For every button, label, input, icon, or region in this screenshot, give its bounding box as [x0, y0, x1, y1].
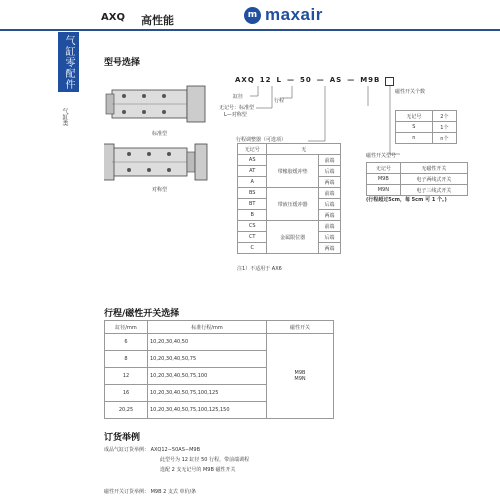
stroke-header-row: [105, 321, 334, 334]
stroke-header-bore: 缸径/mm: [105, 321, 148, 334]
stroke-switch-m9n: M9N: [294, 376, 306, 382]
code-bore: 12: [259, 76, 272, 84]
label-type-blank: 无记号：标准型: [219, 105, 255, 111]
order-line: 成品气缸订货举例： AXQ12−50AS−M9B: [104, 447, 200, 453]
adjuster-code: CT: [238, 232, 267, 243]
count-code: S: [396, 122, 433, 133]
switch-code: 无记号: [367, 163, 401, 174]
switch-note: (行程超过5cm，每 5cm 可 1 个。): [366, 197, 447, 203]
label-bore: 缸径: [233, 94, 244, 100]
table-row: [367, 185, 468, 196]
switch-code: M9N: [367, 185, 401, 196]
adjuster-code: AS: [238, 155, 267, 166]
adjuster-note: 注1）不适用于 AX6: [237, 266, 282, 272]
adjuster-position: 两端: [318, 243, 340, 254]
stroke-bore: 20,25: [105, 402, 148, 419]
count-value: 2个: [432, 111, 456, 122]
table-row: [396, 111, 457, 122]
code-adjust: AS: [329, 76, 343, 84]
adjuster-position: 两端: [318, 210, 340, 221]
switch-desc: 电子两线式开关: [400, 174, 467, 185]
count-code: n: [396, 133, 433, 144]
model-section-heading: 型号选择: [104, 58, 141, 68]
adjuster-type: 带液压缓冲器: [267, 188, 318, 221]
order-section-heading: 订货举例: [104, 433, 141, 443]
adjuster-position: 前端: [318, 155, 340, 166]
adjuster-code: BT: [238, 199, 267, 210]
table-row: [105, 334, 334, 351]
adjuster-code: AT: [238, 166, 267, 177]
brand-logo: [244, 5, 323, 25]
caption-standard: 标准型: [152, 131, 168, 137]
adjuster-position: 两端: [318, 177, 340, 188]
table-row: [238, 221, 341, 232]
adjuster-header-none: 无: [267, 144, 341, 155]
table-row: [238, 155, 341, 166]
stroke-section-heading: 行程/磁性开关选择: [104, 309, 180, 319]
label-switch-count: 磁性开关个数: [395, 89, 426, 95]
code-count-box: [385, 77, 394, 86]
code-series: AXQ: [235, 76, 255, 84]
stroke-table: [104, 320, 334, 419]
table-row: [238, 188, 341, 199]
count-value: 1个: [432, 122, 456, 133]
side-subcategory: 气缸类: [61, 108, 68, 126]
order-line: 选配 2 支无记号的 M9B 磁性开关: [160, 467, 236, 473]
maxair-logo-icon: m: [244, 7, 261, 24]
adjuster-position: 后端: [318, 166, 340, 177]
stroke-bore: 8: [105, 351, 148, 368]
caption-symmetric: 对称型: [152, 187, 168, 193]
switch-count-table: [395, 110, 457, 144]
adjuster-position: 后端: [318, 199, 340, 210]
adjuster-header-code: 无记号: [238, 144, 267, 155]
adjuster-type: 金属限位器: [267, 221, 318, 254]
code-switch: M9B: [360, 76, 381, 84]
standard-cylinder-drawing: [106, 86, 205, 122]
table-row: [367, 174, 468, 185]
stroke-values: 10,20,30,40,50,75,100: [148, 368, 267, 385]
stroke-header-switch: 磁性开关: [267, 321, 334, 334]
adjuster-code: B: [238, 210, 267, 221]
switch-type-table: [366, 162, 468, 196]
table-row: [367, 163, 468, 174]
stroke-bore: 16: [105, 385, 148, 402]
stroke-bore: 6: [105, 334, 148, 351]
logo-text: maxair: [265, 5, 323, 24]
adjuster-table: [237, 143, 341, 254]
cylinder-drawings: [104, 82, 214, 192]
stroke-values: 10,20,30,40,50: [148, 334, 267, 351]
order-line: 磁性开关订货举例： M9B 2 支式 单价/条: [104, 489, 197, 495]
model-code: AXQ 12 L — 50 — AS — M9B: [235, 76, 394, 86]
stroke-values: 10,20,30,40,50,75: [148, 351, 267, 368]
header-title: 高性能: [141, 14, 174, 27]
adjuster-position: 后端: [318, 232, 340, 243]
count-code: 无记号: [396, 111, 433, 122]
count-value: n个: [432, 133, 456, 144]
adjuster-header-row: [238, 144, 341, 155]
label-switch-type: 磁性开关型号: [366, 153, 397, 159]
table-row: [396, 122, 457, 133]
adjuster-position: 前端: [318, 221, 340, 232]
stroke-header-stroke: 标准行程/mm: [148, 321, 267, 334]
switch-code: M9B: [367, 174, 401, 185]
label-stroke: 行程: [274, 98, 285, 104]
adjuster-type: 带橡胶缓冲垫: [267, 155, 318, 188]
stroke-switch-cell: [267, 334, 334, 419]
adjuster-code: CS: [238, 221, 267, 232]
label-adjust: 行程调整器（可选项）: [236, 137, 287, 143]
order-line: 此型号为 12 缸径 50 行程，带前端调程: [160, 457, 250, 463]
adjuster-position: 前端: [318, 188, 340, 199]
code-stroke: 50: [299, 76, 312, 84]
symmetric-cylinder-drawing: [104, 144, 207, 180]
switch-desc: 无磁性开关: [400, 163, 467, 174]
table-row: [396, 133, 457, 144]
header-rule: [0, 29, 500, 31]
stroke-bore: 12: [105, 368, 148, 385]
header-model: AXQ: [101, 12, 125, 23]
stroke-values: 10,20,30,40,50,75,100,125,150: [148, 402, 267, 419]
switch-desc: 电子三线式开关: [400, 185, 467, 196]
side-category-tab: 气缸零配件: [58, 32, 79, 92]
code-type: L: [276, 76, 282, 84]
adjuster-code: BS: [238, 188, 267, 199]
stroke-values: 10,20,30,40,50,75,100,125: [148, 385, 267, 402]
adjuster-code: A: [238, 177, 267, 188]
label-type-l: L—对称型: [224, 112, 247, 118]
adjuster-code: C: [238, 243, 267, 254]
stroke-switch-m9b: M9B: [294, 370, 306, 376]
